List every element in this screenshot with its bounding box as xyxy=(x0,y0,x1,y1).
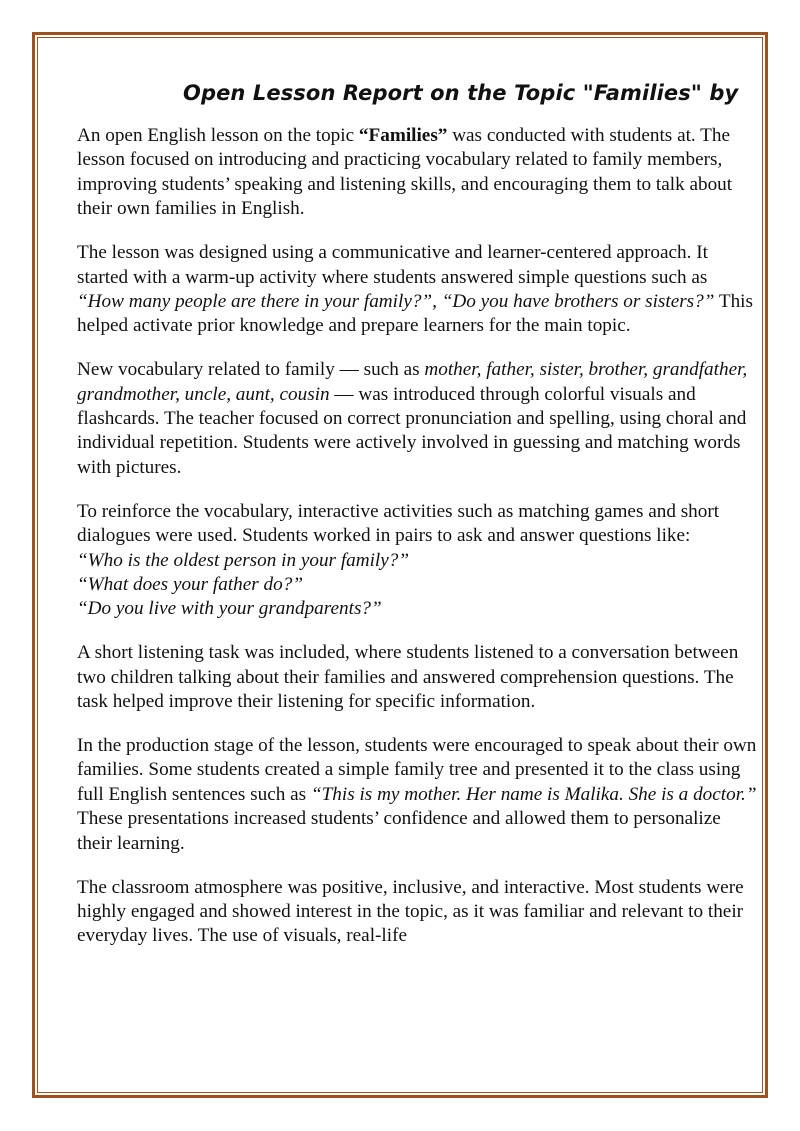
paragraph-text: The classroom atmosphere was positive, inclusive, and interactive. Most students were highly engaged and showed interest in the topic, as it was familiar and relevant to their everyday lives. The use of visuals, real-life xyxy=(77,876,744,947)
italic-text: “How many people are there in your family?”, “Do you have brothers or sisters?” xyxy=(77,290,715,312)
paragraph-text: An open English lesson on the topic xyxy=(77,125,359,146)
paragraph-text: These presentations increased students’ confidence and allowed them to personalize their learning. xyxy=(77,808,721,854)
paragraph-3 xyxy=(77,358,757,480)
paragraph-text: — was introduced through colorful visuals and flashcards. The teacher focused on correct pronunciation and spelling, using choral and individual repetition. Students were actively involved in guessing and matching words with pictures. xyxy=(77,383,747,478)
paragraph-6 xyxy=(77,734,757,856)
paragraph-1 xyxy=(77,124,757,222)
bold-text: “Families” xyxy=(358,125,448,146)
paragraph-text: The lesson was designed using a communicative and learner-centered approach. It started with a warm-up activity where students answered simple questions such as xyxy=(77,242,708,288)
quoted-question: “Do you live with your grandparents?” xyxy=(77,598,382,620)
document-title: Open Lesson Report on the Topic "Families" by xyxy=(183,81,739,105)
paragraph-5 xyxy=(77,641,757,714)
paragraph-text: A short listening task was included, where students listened to a conversation between two children talking about their families and answered comprehension questions. The task helped improve their listening for specific information. xyxy=(77,642,739,713)
paragraph-text: was conducted with students at. The lesson focused on introducing and practicing vocabulary related to family members, improving students’ speaking and listening skills, and encouraging them to talk about their own families in English. xyxy=(77,125,733,220)
quoted-question: “What does your father do?” xyxy=(77,574,303,595)
paragraph-7 xyxy=(77,876,757,949)
paragraph-4 xyxy=(77,500,757,622)
paragraph-text: This helped activate prior knowledge and prepare learners for the main topic. xyxy=(77,290,753,337)
paragraph-text: In the production stage of the lesson, students were encouraged to speak about their own families. Some students created a simple family tree and presented it to the class using full English sentences such as xyxy=(77,735,757,805)
paragraph-text: To reinforce the vocabulary, interactive activities such as matching games and short dialogues were used. Students worked in pairs to ask and answer questions like: xyxy=(77,500,720,547)
document-body xyxy=(77,76,757,968)
italic-text: “This is my mother. Her name is Malika. She is a doctor.” xyxy=(310,783,757,805)
paragraph-2 xyxy=(77,241,757,339)
italic-text: mother, father, sister, brother, grandfather, grandmother, uncle, aunt, cousin xyxy=(77,359,748,405)
paragraph-text: New vocabulary related to family — such as xyxy=(77,359,425,381)
paragraph-list xyxy=(77,124,757,949)
quoted-question: “Who is the oldest person in your family?” xyxy=(77,549,410,571)
